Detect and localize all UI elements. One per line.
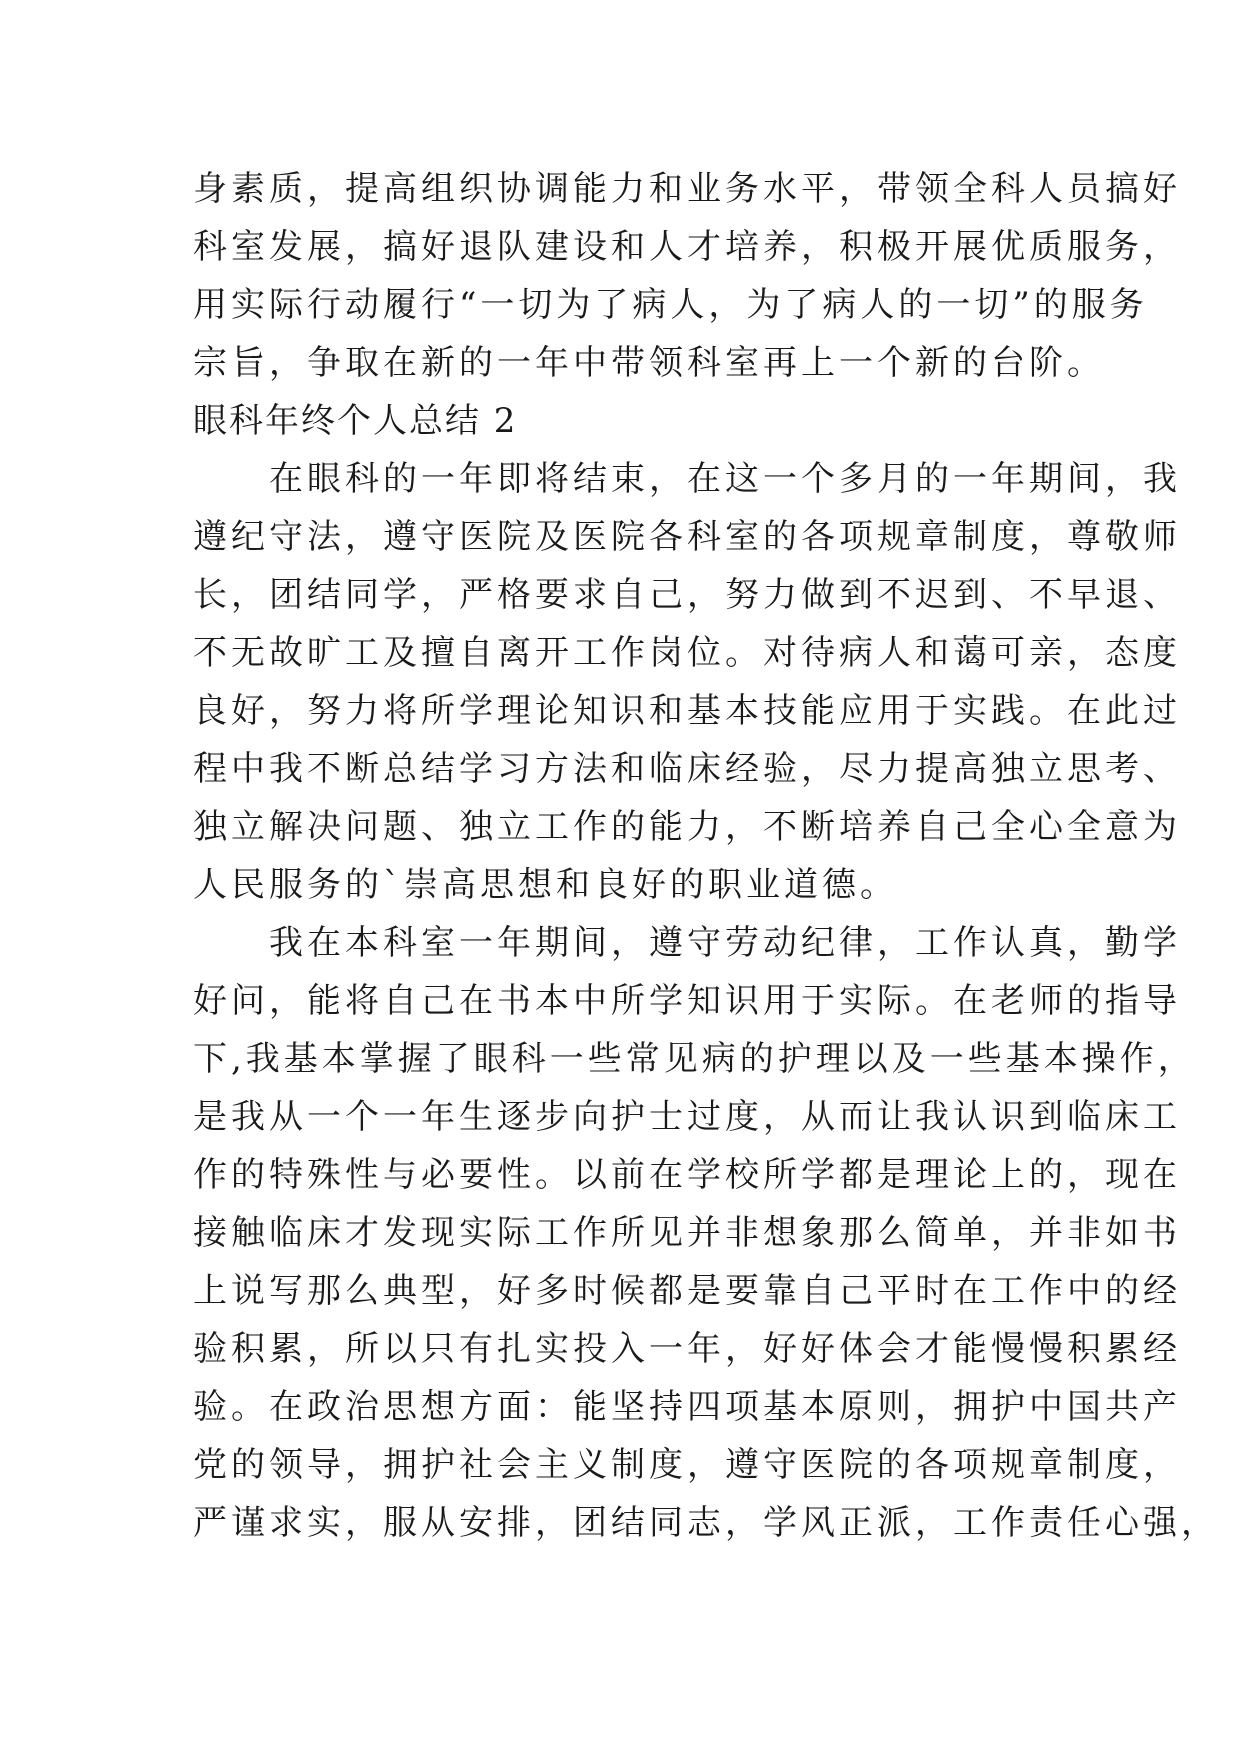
body-line: 好问，能将自己在书本中所学知识用于实际。在老师的指导	[193, 981, 1181, 1021]
body-line: 是我从一个一年生逐步向护士过度，从而让我认识到临床工	[193, 1097, 1181, 1137]
body-line: 我在本科室一年期间，遵守劳动纪律，工作认真，勤学	[193, 923, 1181, 963]
body-line: 科室发展，搞好退队建设和人才培养，积极开展优质服务，	[193, 227, 1181, 267]
body-line: 严谨求实，服从安排，团结同志，学风正派，工作责任心强，	[193, 1503, 1219, 1543]
body-line: 作的特殊性与必要性。以前在学校所学都是理论上的，现在	[193, 1155, 1181, 1195]
body-line: 长，团结同学，严格要求自己，努力做到不迟到、不早退、	[193, 575, 1181, 615]
body-line: 宗旨，争取在新的一年中带领科室再上一个新的台阶。	[193, 343, 1105, 383]
body-line: 验。在政治思想方面：能坚持四项基本原则，拥护中国共产	[193, 1387, 1181, 1427]
section-heading: 眼科年终个人总结 2	[193, 401, 518, 441]
body-line: 接触临床才发现实际工作所见并非想象那么简单，并非如书	[193, 1213, 1181, 1253]
body-line: 程中我不断总结学习方法和临床经验，尽力提高独立思考、	[193, 749, 1181, 789]
body-line: 上说写那么典型，好多时候都是要靠自己平时在工作中的经	[193, 1271, 1181, 1311]
body-line: 不无故旷工及擅自离开工作岗位。对待病人和蔼可亲，态度	[193, 633, 1181, 673]
body-line: 用实际行动履行“一切为了病人，为了病人的一切”的服务	[193, 285, 1148, 325]
body-line: 良好，努力将所学理论知识和基本技能应用于实践。在此过	[193, 691, 1181, 731]
document-body	[193, 160, 1219, 1552]
body-line: 人民服务的`崇高思想和良好的职业道德。	[193, 865, 898, 905]
body-line: 独立解决问题、独立工作的能力，不断培养自己全心全意为	[193, 807, 1181, 847]
body-line: 下,我基本掌握了眼科一些常见病的护理以及一些基本操作，	[193, 1039, 1196, 1079]
body-line: 身素质，提高组织协调能力和业务水平，带领全科人员搞好	[193, 169, 1181, 209]
body-line: 验积累，所以只有扎实投入一年，好好体会才能慢慢积累经	[193, 1329, 1181, 1369]
body-line: 遵纪守法，遵守医院及医院各科室的各项规章制度，尊敬师	[193, 517, 1181, 557]
body-line: 在眼科的一年即将结束，在这一个多月的一年期间，我	[193, 459, 1181, 499]
body-line: 党的领导，拥护社会主义制度，遵守医院的各项规章制度，	[193, 1445, 1181, 1485]
